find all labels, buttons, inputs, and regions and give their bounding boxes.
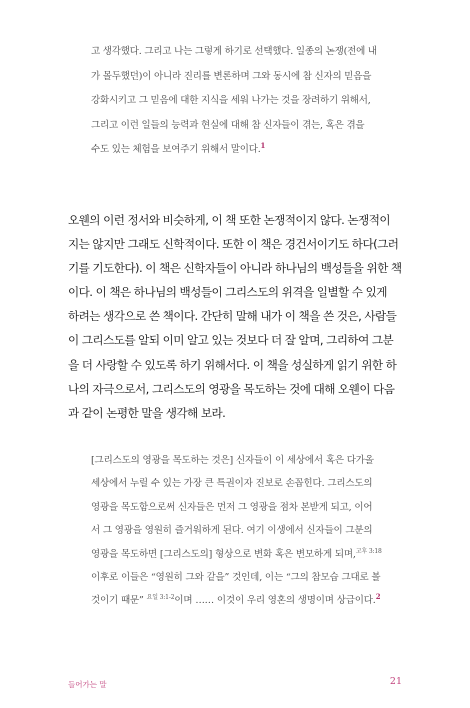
footnote-mark: 1	[260, 141, 266, 151]
quote-line: 영광을 목도함으로써 신자들은 먼저 그 영광을 점차 본받게 되고, 이어	[91, 501, 373, 513]
quote-line: 서 그 영광을 영원히 즐거워하게 된다. 여기 이생에서 신자들이 그분의	[91, 525, 373, 537]
block-quote-owen-1	[91, 40, 391, 163]
page-number: 21	[389, 676, 402, 687]
body-line: 하려는 생각으로 쓴 책이다. 간단히 말해 내가 이 책을 쓴 것은, 사람들	[68, 309, 397, 324]
quote-line	[91, 543, 407, 566]
footnote-mark: 2	[375, 592, 381, 602]
body-paragraph	[68, 208, 412, 425]
scripture-reference: 요일 3:1-2	[146, 594, 175, 602]
quote-line: 세상에서 누릴 수 있는 가장 큰 특권이자 진보로 손꼽힌다. 그리스도의	[91, 478, 373, 490]
body-line: 나의 자극으로서, 그리스도의 영광을 목도하는 것에 대해 오웬이 다음	[68, 381, 395, 396]
quote-line: 강화시키고 그 믿음에 대한 지식을 세워 나가는 것을 장려하기 위해서,	[91, 95, 371, 107]
body-line: 을 더 사랑할 수 있도록 하기 위해서다. 이 책을 성실하게 읽기 위한 하	[68, 357, 397, 372]
quote-line: [그리스도의 영광을 목도하는 것은] 신자들이 이 세상에서 혹은 다가올	[91, 455, 374, 466]
quote-line-text: 영광을 목도하면 [그리스도의] 형상으로 변화 혹은 변모하게 되며,	[91, 548, 356, 560]
body-line: 오웬의 이런 정서와 비슷하게, 이 책 또한 논쟁적이지 않다. 논쟁적이	[68, 213, 391, 227]
quote-line	[91, 589, 407, 612]
quote-line-text: 수도 있는 체험을 보여주기 위해서 말이다.	[91, 144, 261, 156]
quote-line: 가 몰두했던)이 아니라 진리를 변론하며 그와 동시에 참 신자의 믿음을	[91, 70, 372, 82]
body-line: 과 같이 논평한 말을 생각해 보라.	[68, 405, 226, 420]
body-line: 이다. 이 책은 하나님의 백성들이 그리스도의 위격을 일별할 수 있게	[68, 285, 387, 300]
body-line: 지는 않지만 그래도 신학적이다. 또한 이 책은 경건서이기도 하다(그러	[68, 237, 399, 252]
quote-line: 이후로 이들은 “영원히 그와 같을” 것인데, 이는 “그의 참모습 그대로 볼	[91, 572, 381, 584]
body-line: 기를 기도한다). 이 책은 신학자들이 아니라 하나님의 백성들을 위한 책	[68, 261, 402, 276]
scripture-reference: 고후 3:18	[355, 547, 382, 555]
body-line: 이 그리스도를 알되 이미 알고 있는 것보다 더 잘 알며, 그리하여 그분	[68, 333, 394, 348]
quote-line-text: 것이기 때문”	[91, 595, 144, 607]
running-footer-title: 들어가는 말	[68, 680, 107, 689]
quote-line	[91, 138, 391, 163]
quote-line-text: 이며 …… 이것이 우리 영혼의 생명이며 상급이다.	[174, 595, 376, 607]
quote-line: 고 생각했다. 그리고 나는 그렇게 하기로 선택했다. 일종의 논쟁(전에 내	[91, 46, 377, 57]
block-quote-owen-2	[91, 449, 407, 613]
quote-line: 그리고 이런 일들의 능력과 현실에 대해 참 신자들이 겪는, 혹은 겪을	[91, 119, 365, 131]
